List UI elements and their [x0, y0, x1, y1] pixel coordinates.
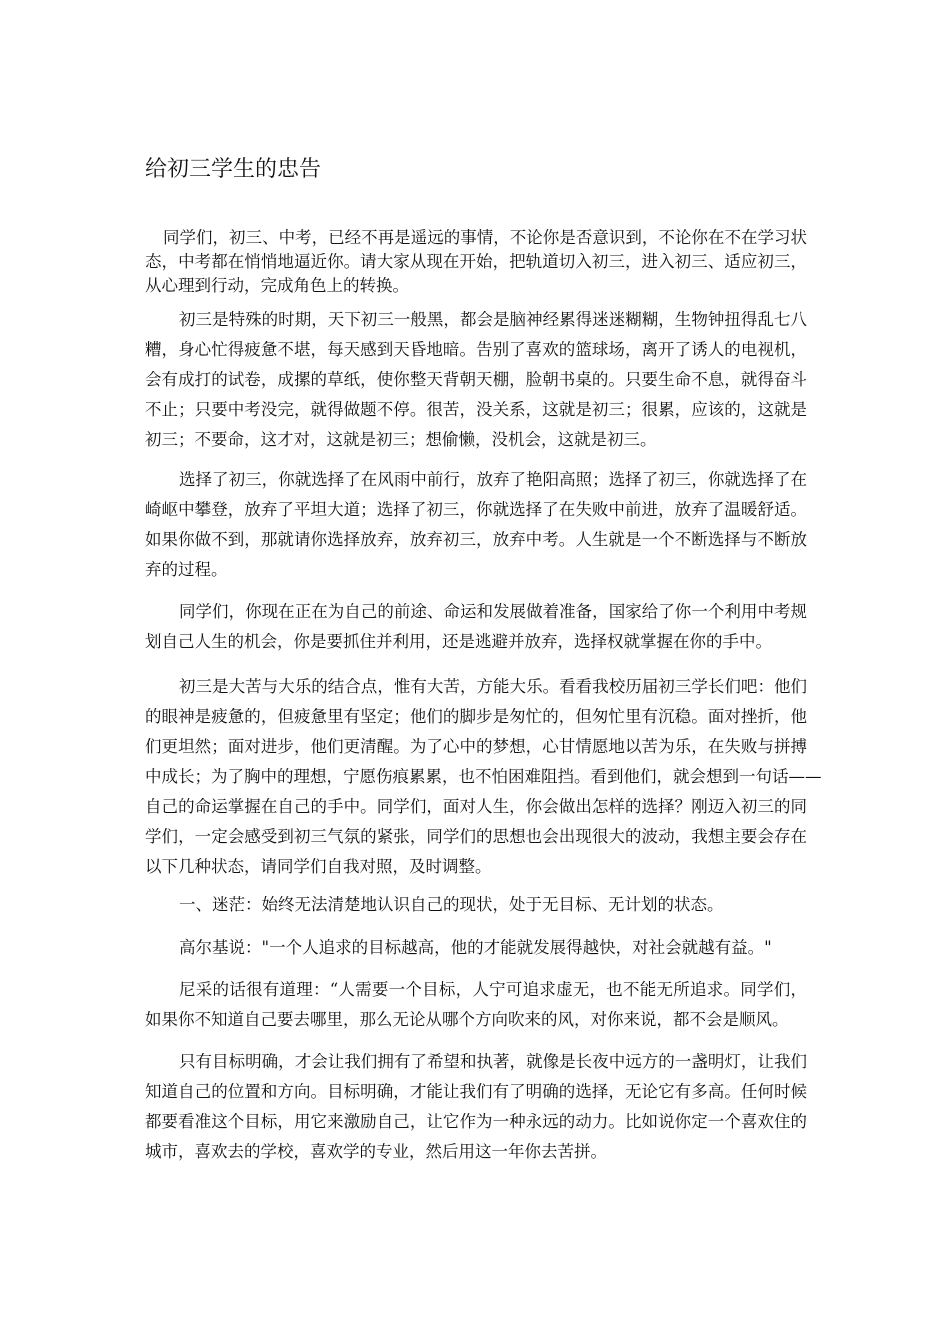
paragraph-line: 如果你不知道自己要去哪里，那么无论从哪个方向吹来的风，对你来说，都不会是顺风。: [145, 1010, 789, 1029]
paragraph: [145, 597, 807, 657]
paragraph: [145, 465, 807, 585]
paragraph-line: 会有成打的试卷，成摞的草纸，使你整天背朝天棚，脸朝书桌的。只要生命不息，就得奋斗: [145, 370, 807, 389]
paragraph-line: 高尔基说："一个人追求的目标越高，他的才能就发展得越快，对社会就越有益。": [179, 938, 772, 957]
paragraph-line: 如果你做不到，那就请你选择放弃，放弃初三，放弃中考。人生就是一个不断选择与不断放: [145, 530, 807, 549]
paragraph: [145, 933, 807, 963]
paragraph-line: 选择了初三，你就选择了在风雨中前行，放弃了艳阳高照；选择了初三，你就选择了在: [179, 470, 807, 489]
paragraph-line: 从心理到行动，完成角色上的转换。: [145, 276, 409, 295]
paragraph-line: 只有目标明确，才会让我们拥有了希望和执著，就像是长夜中远方的一盏明灯，让我们: [179, 1052, 807, 1071]
paragraph-line: 们更坦然；面对进步，他们更清醒。为了心中的梦想，心甘情愿地以苦为乐，在失败与拼搏: [145, 737, 807, 756]
paragraph-line: 中成长；为了胸中的理想，宁愿伤痕累累，也不怕困难阻挡。看到他们，就会想到一句话——: [145, 767, 822, 786]
paragraph: [145, 672, 822, 882]
paragraph-line: 初三是大苦与大乐的结合点，惟有大苦，方能大乐。看看我校历届初三学长们吧：他们: [179, 677, 807, 696]
paragraph-line: 自己的命运掌握在自己的手中。同学们，面对人生，你会做出怎样的选择？刚迈入初三的同: [145, 797, 807, 816]
paragraph: [145, 226, 807, 298]
paragraph-line: 糟，身心忙得疲惫不堪，每天感到天昏地暗。告别了喜欢的篮球场，离开了诱人的电视机，: [145, 340, 807, 359]
paragraph-line: 划自己人生的机会，你是要抓住并利用，还是逃避并放弃，选择权就掌握在你的手中。: [145, 632, 772, 651]
paragraph-line: 一、迷茫：始终无法清楚地认识自己的现状，处于无目标、无计划的状态。: [179, 895, 724, 914]
paragraph-line: 弃的过程。: [145, 560, 228, 579]
paragraph-line: 态，中考都在悄悄地逼近你。请大家从现在开始，把轨道切入初三，进入初三、适应初三，: [145, 252, 807, 271]
paragraph-line: 的眼神是疲惫的，但疲惫里有坚定；他们的脚步是匆忙的，但匆忙里有沉稳。面对挫折，他: [145, 707, 807, 726]
paragraph-line: 初三；不要命，这才对，这就是初三；想偷懒，没机会，这就是初三。: [145, 430, 657, 449]
paragraph-line: 同学们，你现在正在为自己的前途、命运和发展做着准备，国家给了你一个利用中考规: [179, 602, 807, 621]
paragraph-line: 城市，喜欢去的学校，喜欢学的专业，然后用这一年你去苦拼。: [145, 1142, 607, 1161]
paragraph: [145, 975, 807, 1035]
paragraph-line: 学们，一定会感受到初三气氛的紧张，同学们的思想也会出现很大的波动，我想主要会存在: [145, 827, 807, 846]
paragraph: [145, 890, 807, 920]
paragraph-line: 不止；只要中考没完，就得做题不停。很苦，没关系，这就是初三；很累，应该的，这就是: [145, 400, 807, 419]
paragraph-line: 崎岖中攀登，放弃了平坦大道；选择了初三，你就选择了在失败中前进，放弃了温暖舒适。: [145, 500, 807, 519]
paragraph-line: 尼采的话很有道理：“人需要一个目标，人宁可追求虚无，也不能无所追求。同学们，: [179, 980, 807, 999]
paragraph: [145, 1047, 807, 1167]
document-title: 给初三学生的忠告: [145, 157, 322, 182]
paragraph-line: 都要看准这个目标，用它来激励自己，让它作为一种永远的动力。比如说你定一个喜欢住的: [145, 1112, 807, 1131]
paragraph-line: 知道自己的位置和方向。目标明确，才能让我们有了明确的选择，无论它有多高。任何时候: [145, 1082, 807, 1101]
paragraph-line: 初三是特殊的时期，天下初三一般黑，都会是脑神经累得迷迷糊糊，生物钟扭得乱七八: [179, 310, 807, 329]
paragraph-line: 同学们，初三、中考，已经不再是遥远的事情，不论你是否意识到，不论你在不在学习状: [163, 228, 807, 247]
paragraph-line: 以下几种状态，请同学们自我对照，及时调整。: [145, 857, 492, 876]
paragraph: [145, 305, 807, 455]
